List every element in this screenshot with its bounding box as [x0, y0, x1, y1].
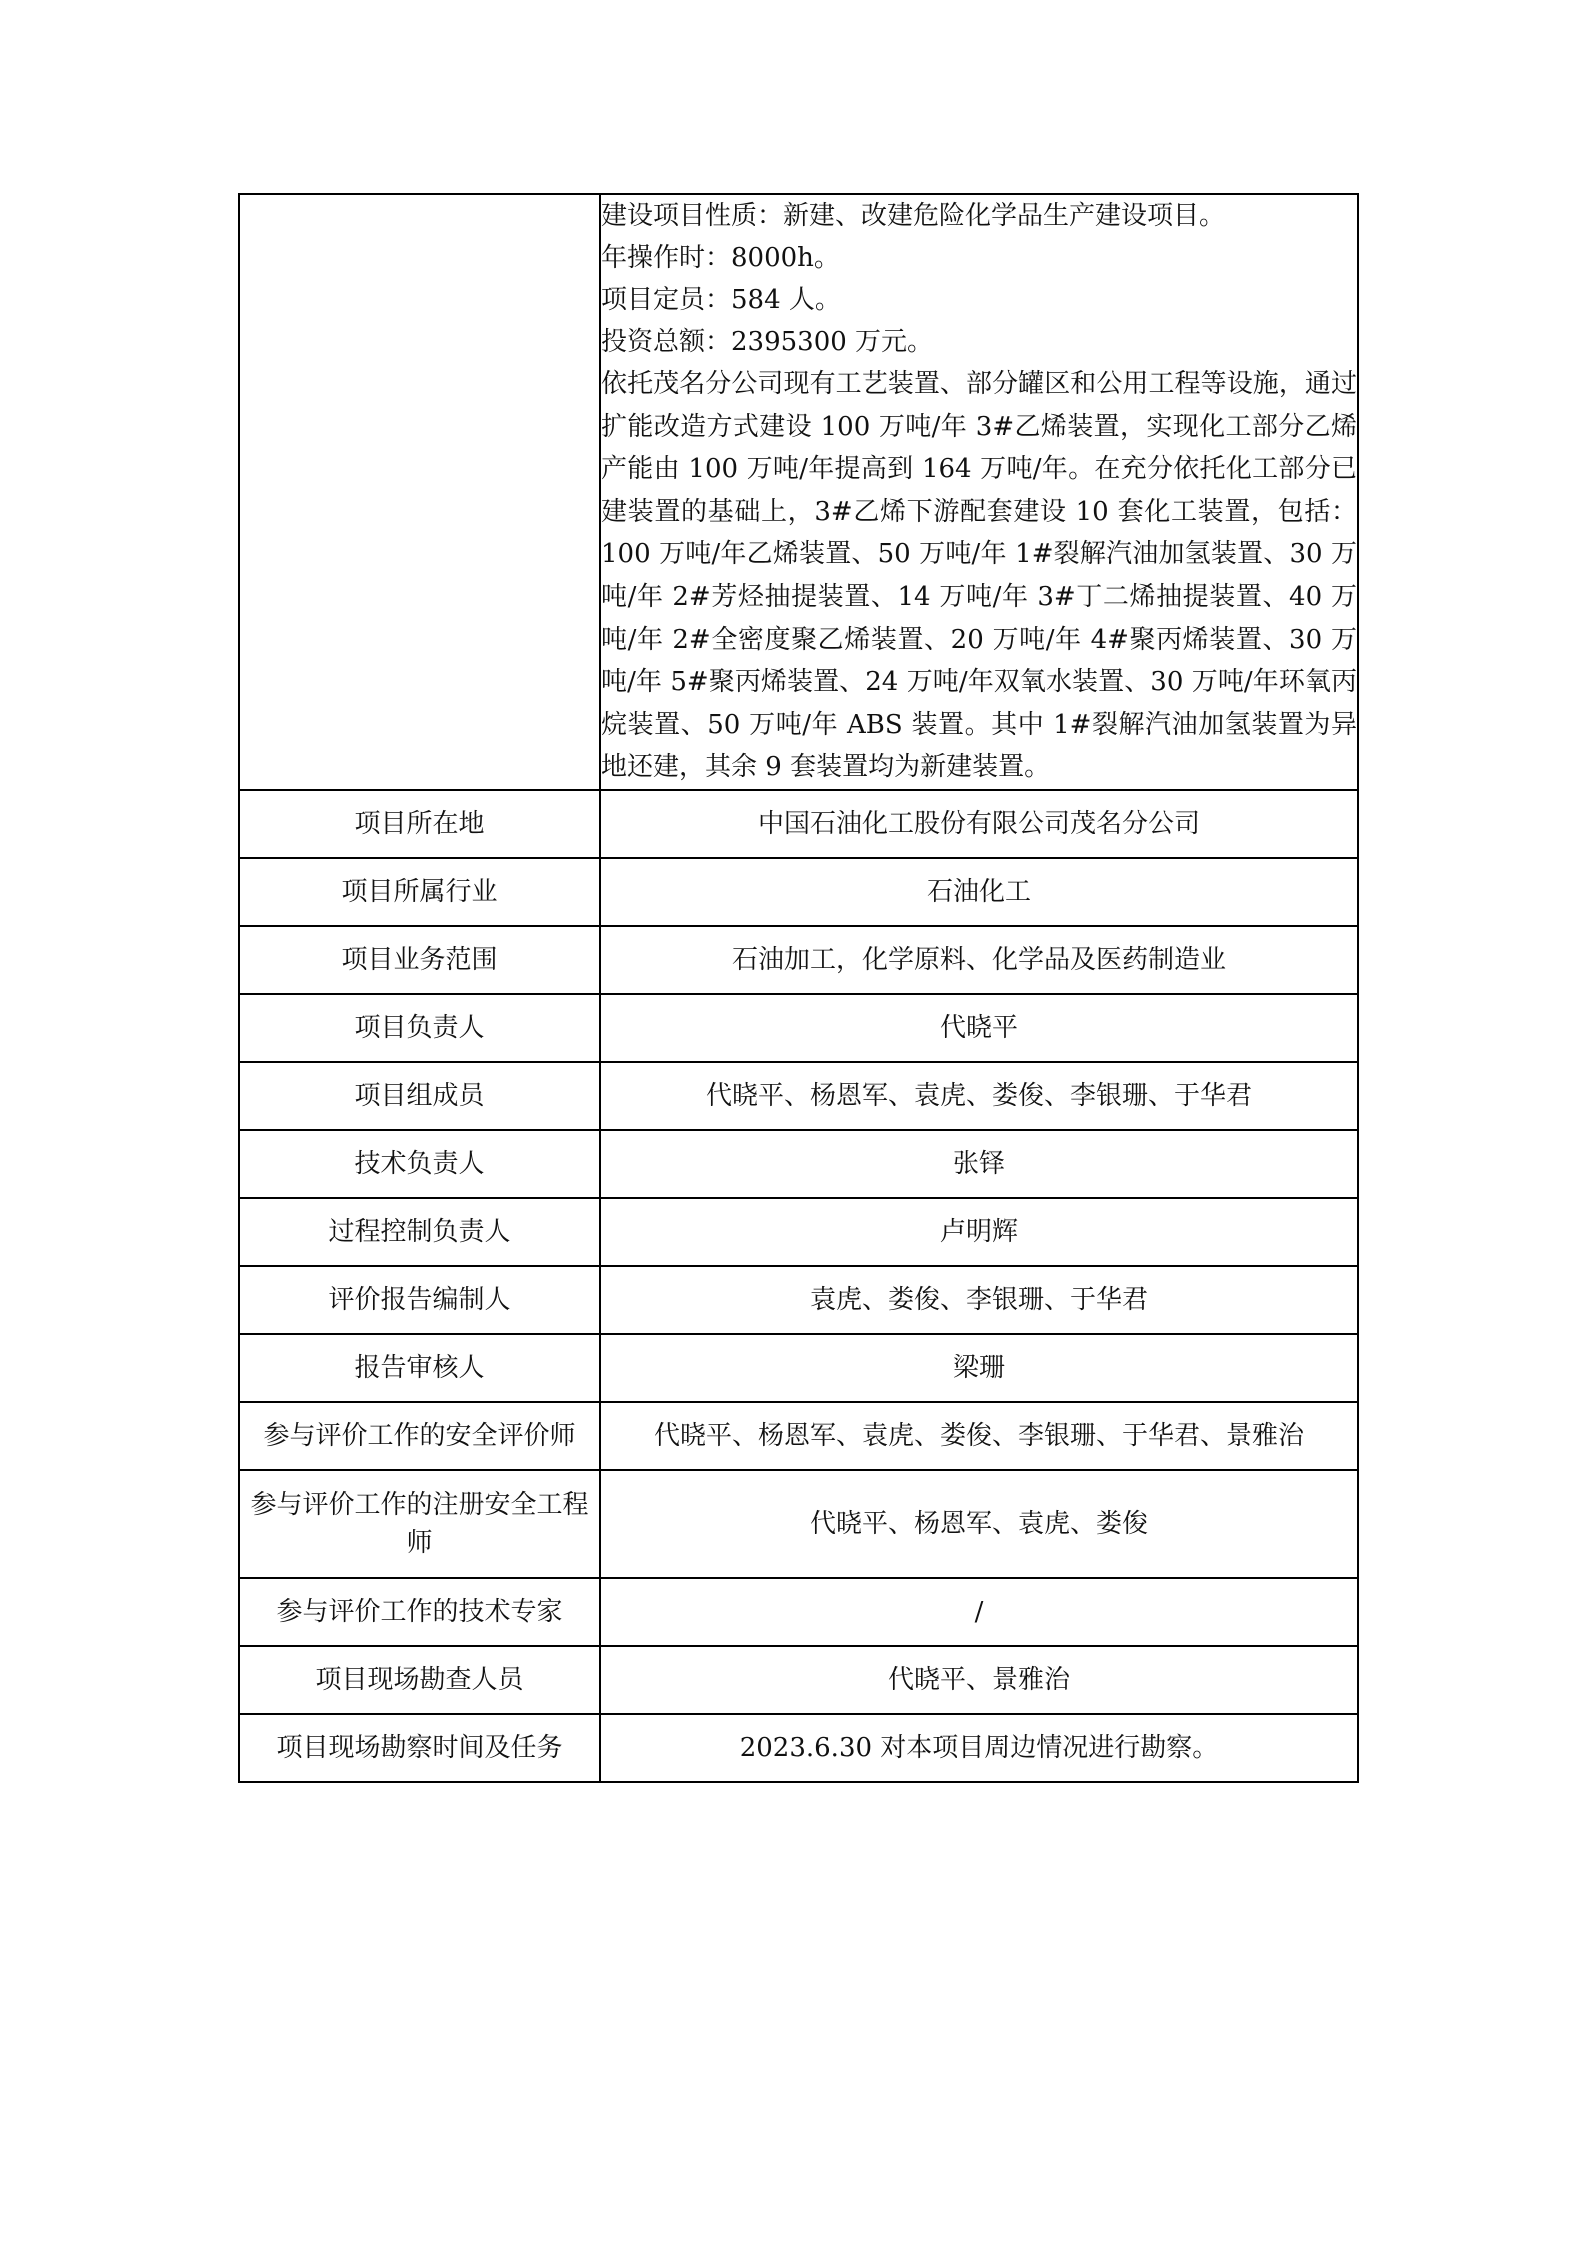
- staffing-line: 项目定员：584 人。: [601, 285, 841, 315]
- table-row: [239, 926, 1358, 994]
- row-value-industry: 石油化工: [600, 858, 1358, 926]
- row-label-process-control-leader: 过程控制负责人: [239, 1198, 600, 1266]
- table-row: [239, 790, 1358, 858]
- row-value-site-survey-time-task: 2023.6.30 对本项目周边情况进行勘察。: [600, 1714, 1358, 1782]
- row-label-registered-safety-engineers: 参与评价工作的注册安全工程师: [239, 1470, 600, 1578]
- table-row: [239, 1578, 1358, 1646]
- row-label-project-leader: 项目负责人: [239, 994, 600, 1062]
- table-row: [239, 1062, 1358, 1130]
- table-row: [239, 1198, 1358, 1266]
- table-row: [239, 1402, 1358, 1470]
- row-value-technical-experts: /: [600, 1578, 1358, 1646]
- project-info-table: [238, 193, 1359, 1783]
- row-value-location: 中国石油化工股份有限公司茂名分公司: [600, 790, 1358, 858]
- row-value-report-reviewer: 梁珊: [600, 1334, 1358, 1402]
- row-label-site-survey-time-task: 项目现场勘察时间及任务: [239, 1714, 600, 1782]
- table-row: [239, 1646, 1358, 1714]
- row-label-technical-experts: 参与评价工作的技术专家: [239, 1578, 600, 1646]
- row-label-industry: 项目所属行业: [239, 858, 600, 926]
- row-label-site-survey-staff: 项目现场勘查人员: [239, 1646, 600, 1714]
- row-label-technical-leader: 技术负责人: [239, 1130, 600, 1198]
- row-value-safety-assessors: 代晓平、杨恩军、袁虎、娄俊、李银珊、于华君、景雅治: [600, 1402, 1358, 1470]
- table-row: [239, 1130, 1358, 1198]
- table-row: [239, 1714, 1358, 1782]
- row-label-report-authors: 评价报告编制人: [239, 1266, 600, 1334]
- row-label-location: 项目所在地: [239, 790, 600, 858]
- row-label-business-scope: 项目业务范围: [239, 926, 600, 994]
- annual-operation-line: 年操作时：8000h。: [601, 243, 840, 273]
- row-value-site-survey-staff: 代晓平、景雅治: [600, 1646, 1358, 1714]
- row-value-technical-leader: 张铎: [600, 1130, 1358, 1198]
- table-row: [239, 994, 1358, 1062]
- table-row: [239, 1334, 1358, 1402]
- total-investment-line: 投资总额：2395300 万元。: [601, 327, 934, 357]
- table-row: [239, 1266, 1358, 1334]
- project-scope-paragraph: 依托茂名分公司现有工艺装置、部分罐区和公用工程等设施，通过扩能改造方式建设 100 万吨/年 3#乙烯装置，实现化工部分乙烯产能由 100 万吨/年提高到 164 万吨/年。在充分依托化工部分已建装置的基础上，3#乙烯下游配套建设 10 套化工装置，包括：100 万吨/年乙烯装置、50 万吨/年 1#裂解汽油加氢装置、30 万吨/年 2#芳烃抽提装置、14 万吨/年 3#丁二烯抽提装置、40 万吨/年 2#全密度聚乙烯装置、20 万吨/年 4#聚丙烯装置、30 万吨/年 5#聚丙烯装置、24 万吨/年双氧水装置、30 万吨/年环氧丙烷装置、50 万吨/年 ABS 装置。其中 1#裂解汽油加氢装置为异地还建，其余 9 套装置均为新建装置。: [601, 369, 1357, 783]
- project-nature-line: 建设项目性质：新建、改建危险化学品生产建设项目。: [601, 201, 1226, 231]
- row-value-business-scope: 石油加工，化学原料、化学品及医药制造业: [600, 926, 1358, 994]
- row-label-report-reviewer: 报告审核人: [239, 1334, 600, 1402]
- row-value-report-authors: 袁虎、娄俊、李银珊、于华君: [600, 1266, 1358, 1334]
- row-value-team-members: 代晓平、杨恩军、袁虎、娄俊、李银珊、于华君: [600, 1062, 1358, 1130]
- row-label-team-members: 项目组成员: [239, 1062, 600, 1130]
- row-value-registered-safety-engineers: 代晓平、杨恩军、袁虎、娄俊: [600, 1470, 1358, 1578]
- row-value-project-leader: 代晓平: [600, 994, 1358, 1062]
- empty-label-cell: [239, 194, 600, 790]
- table-row-description: [239, 194, 1358, 790]
- row-value-process-control-leader: 卢明辉: [600, 1198, 1358, 1266]
- row-label-safety-assessors: 参与评价工作的安全评价师: [239, 1402, 600, 1470]
- project-description-cell: [600, 194, 1358, 790]
- table-row: [239, 858, 1358, 926]
- table-row: [239, 1470, 1358, 1578]
